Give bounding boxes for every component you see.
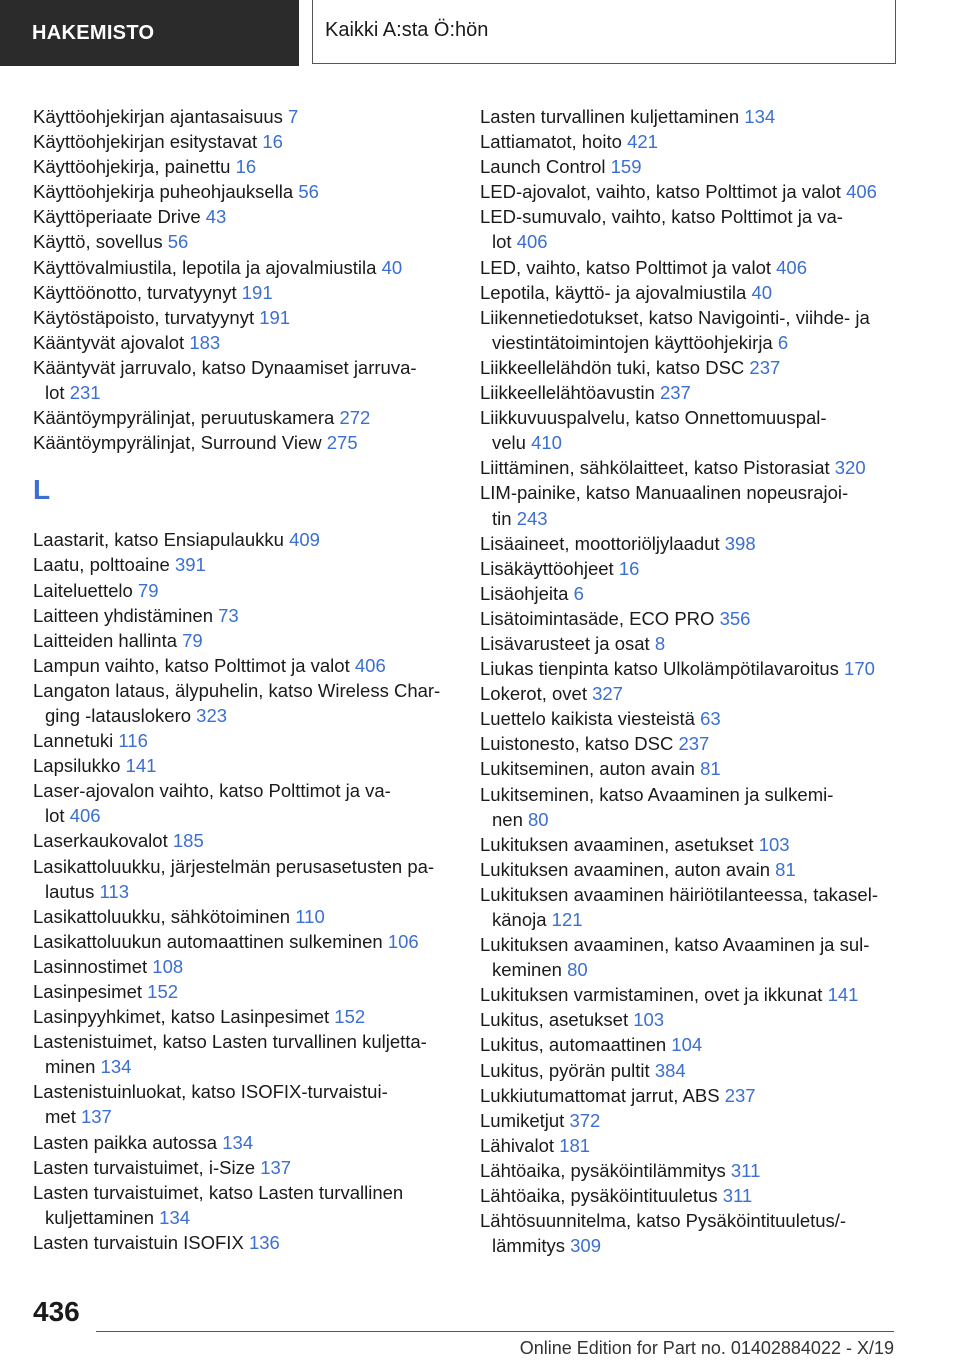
index-entry [33, 929, 463, 954]
page-reference-link[interactable]: 40 [381, 256, 403, 278]
index-entry [480, 1183, 920, 1208]
index-entry [480, 1158, 920, 1183]
entry-text: Kääntöympyrälinjat, peruutuskamera [33, 407, 335, 429]
entry-text: LED, vaihto, katso Polttimot ja valot [480, 256, 771, 278]
entry-text: Käyttöohjekirja puheohjauksella [33, 181, 294, 203]
entry-text: LED-ajovalot, vaihto, katso Polttimot ja valot [480, 181, 841, 203]
entry-text-continued: velu [492, 432, 526, 454]
page-reference-link[interactable]: 356 [719, 607, 751, 629]
entry-text: Lukituksen avaaminen häiriötilanteessa, takasel‐ [480, 883, 878, 905]
footer-divider [96, 1331, 894, 1332]
index-entry [33, 1155, 463, 1180]
page-reference-link[interactable]: 409 [289, 529, 320, 551]
index-entry [33, 552, 463, 577]
entry-text: Lepotila, käyttö- ja ajovalmiustila [480, 281, 747, 303]
entry-text-continued: känoja [492, 909, 547, 930]
page-reference-link[interactable]: 183 [189, 331, 221, 353]
page-reference-link[interactable]: 372 [569, 1109, 601, 1131]
entry-text-continued: met [45, 1106, 76, 1128]
entry-text: Lastenistuimet, katso Lasten turvallinen kuljetta‐ [33, 1031, 427, 1053]
entry-text: Käyttövalmiustila, lepotila ja ajovalmiustila [33, 256, 377, 278]
index-entry [33, 979, 463, 1004]
entry-text: Lukitseminen, katso Avaaminen ja sulkemi‐ [480, 783, 834, 805]
entry-text: Kääntyvät jarruvalo, katso Dynaamiset jarruva‐ [33, 356, 417, 378]
page-reference-link[interactable]: 237 [678, 733, 710, 755]
entry-text: Lasikattoluukku, sähkötoiminen [33, 905, 291, 927]
entry-text: Laatu, polttoaine [33, 554, 170, 576]
index-entry [480, 982, 920, 1007]
index-entry [480, 129, 920, 154]
entry-text: Lukitseminen, auton avain [480, 758, 695, 780]
index-entry [33, 430, 463, 455]
index-entry [480, 631, 920, 656]
page-reference-link[interactable]: 406 [69, 805, 101, 827]
index-entry [480, 1083, 920, 1108]
entry-text-continued: ging -latauslokero [45, 704, 192, 726]
page-reference-link[interactable]: 8 [654, 632, 666, 654]
entry-text: Lähtösuunnitelma, katso Pysäköintituuletus/‐ [480, 1210, 847, 1232]
entry-text-continued: kuljettaminen [45, 1206, 155, 1228]
index-entry [480, 756, 920, 781]
page-reference-link[interactable]: 134 [222, 1131, 254, 1153]
index-entry [480, 255, 920, 280]
entry-text: Kääntyvät ajovalot [33, 331, 185, 353]
page-reference-link[interactable]: 110 [295, 905, 325, 927]
index-entry [33, 1130, 463, 1155]
page-reference-link[interactable]: 108 [152, 955, 184, 977]
page-reference-link[interactable]: 137 [80, 1106, 112, 1128]
entry-text: Lannetuki [33, 730, 114, 752]
index-entry [33, 154, 463, 179]
entry-text: Lasten turvaistuimet, katso Lasten turvallinen [33, 1181, 404, 1203]
entry-text: Lapsilukko [33, 755, 121, 777]
index-entry [480, 932, 920, 982]
header-divider [299, 0, 312, 66]
index-entry [480, 455, 920, 480]
page-reference-link[interactable]: 159 [610, 156, 642, 178]
entry-text: Lastenistuinluokat, katso ISOFIX-turvaistui‐ [33, 1081, 388, 1103]
index-entry [480, 832, 920, 857]
page-number: 436 [33, 1296, 80, 1327]
page-reference-link[interactable]: 73 [218, 604, 239, 626]
page-reference-link[interactable]: 311 [730, 1159, 761, 1181]
index-entries-l [33, 527, 463, 1255]
index-entry [480, 531, 920, 556]
index-entries-l-continued [480, 104, 920, 1258]
entry-text: Lokerot, ovet [480, 683, 587, 705]
index-column-right [480, 104, 920, 1258]
entry-text: Lisätoimintasäde, ECO PRO [480, 607, 715, 629]
entry-text: Käyttöohjekirjan ajantasaisuus [33, 106, 283, 127]
page-reference-link[interactable]: 406 [846, 181, 877, 203]
entry-text: Langaton lataus, älypuhelin, katso Wireless Char‐ [33, 679, 441, 701]
page-reference-link[interactable]: 231 [69, 382, 101, 404]
page-reference-link[interactable]: 116 [118, 730, 148, 752]
entry-text: Lampun vaihto, katso Polttimot ja valot [33, 654, 350, 676]
entry-text-continued: lot [492, 231, 512, 253]
index-entry [480, 355, 920, 380]
section-title: Kaikki A:sta Ö:hön [312, 0, 896, 64]
entry-text: Lukkiutumattomat jarrut, ABS [480, 1084, 720, 1106]
entry-text: Käyttöperiaate Drive [33, 206, 201, 228]
entry-text-continued: lämmitys [492, 1235, 565, 1257]
index-entry [480, 280, 920, 305]
page-reference-link[interactable]: 406 [516, 231, 548, 253]
index-entry [480, 882, 920, 932]
entry-text: Lasinnostimet [33, 955, 148, 977]
page-reference-link[interactable]: 134 [159, 1206, 191, 1228]
entry-text: Laastarit, katso Ensiapulaukku [33, 529, 284, 551]
page-reference-link[interactable]: 141 [125, 755, 157, 777]
entry-text: Liukas tienpinta katso Ulkolämpötilavaroitus [480, 658, 839, 680]
entry-text: Luistonesto, katso DSC [480, 733, 674, 755]
index-entry [480, 581, 920, 606]
index-entry [33, 255, 463, 280]
page-reference-link[interactable]: 191 [241, 281, 273, 303]
entry-text: Lasinpyyhkimet, katso Lasinpesimet [33, 1006, 330, 1028]
index-entry [33, 1079, 463, 1129]
page-reference-link[interactable]: 81 [700, 758, 721, 780]
index-entry [33, 1230, 463, 1255]
page-reference-link[interactable]: 134 [100, 1056, 132, 1078]
entry-text-continued: lot [45, 805, 65, 827]
index-entry [480, 1108, 920, 1133]
page-reference-link[interactable]: 16 [618, 557, 640, 579]
page-reference-link[interactable]: 136 [248, 1231, 280, 1253]
index-entry [33, 628, 463, 653]
index-entry [480, 782, 920, 832]
index-entry [33, 129, 463, 154]
page-reference-link[interactable]: 63 [700, 708, 721, 730]
page-reference-link[interactable]: 103 [758, 833, 790, 855]
page-reference-link[interactable]: 323 [196, 704, 228, 726]
page-reference-link[interactable]: 40 [751, 281, 773, 303]
index-entry [480, 857, 920, 882]
entry-text: Lasten turvaistuin ISOFIX [33, 1231, 244, 1253]
page-reference-link[interactable]: 237 [724, 1084, 756, 1106]
page-reference-link[interactable]: 398 [724, 532, 756, 554]
index-entry [480, 305, 920, 355]
index-entry [33, 653, 463, 678]
page-reference-link[interactable]: 170 [844, 658, 875, 680]
page-reference-link[interactable]: 7 [288, 106, 299, 127]
page-reference-link[interactable]: 16 [235, 156, 257, 178]
index-entry [33, 204, 463, 229]
page-reference-link[interactable]: 79 [137, 579, 159, 601]
index-entry [33, 330, 463, 355]
page-header [0, 0, 960, 66]
entry-text: LIM-painike, katso Manuaalinen nopeusrajoi‐ [480, 482, 849, 504]
entry-text-continued: nen [492, 808, 523, 830]
entry-text: Liikkeellelähdön tuki, katso DSC [480, 356, 745, 378]
entry-text: Lisäaineet, moottoriöljylaadut [480, 532, 720, 554]
entry-text-continued: viestintätoimintojen käyttöohjekirja [492, 331, 773, 353]
index-entry [33, 355, 463, 405]
entry-text: Käytöstäpoisto, turvatyynyt [33, 306, 255, 328]
entry-text: Luettelo kaikista viesteistä [480, 708, 695, 730]
index-entry [33, 280, 463, 305]
index-entry [480, 179, 920, 204]
section-label: HAKEMISTO [0, 0, 299, 66]
page-reference-link[interactable]: 237 [659, 382, 691, 404]
index-entry [480, 556, 920, 581]
entry-text: Laser-ajovalon vaihto, katso Polttimot ja va‐ [33, 780, 391, 802]
index-entry [480, 606, 920, 631]
entry-text: Lähivalot [480, 1134, 555, 1156]
page-reference-link[interactable]: 275 [326, 432, 358, 454]
entry-text: Lisäkäyttöohjeet [480, 557, 614, 579]
entry-text: Laiteluettelo [33, 579, 133, 601]
page-reference-link[interactable]: 56 [167, 231, 189, 253]
index-entry [480, 1208, 920, 1258]
index-entry [33, 778, 463, 828]
page-reference-link[interactable]: 80 [567, 959, 588, 981]
index-entry [480, 706, 920, 731]
index-entry [33, 678, 463, 728]
page-reference-link[interactable]: 152 [334, 1006, 366, 1028]
entry-text: Lasten paikka autossa [33, 1131, 218, 1153]
page-reference-link[interactable]: 406 [776, 256, 808, 278]
entry-text: Liikennetiedotukset, katso Navigointi-, viihde- ja [480, 306, 870, 328]
index-entry [480, 1007, 920, 1032]
index-entry [33, 1029, 463, 1079]
page-reference-link[interactable]: 43 [205, 206, 227, 228]
index-entry [33, 603, 463, 628]
entry-text: Lasikattoluukun automaattinen sulkeminen [33, 930, 383, 952]
entry-text: Lukitus, pyörän pultit [480, 1059, 650, 1081]
entry-text: Kääntöympyrälinjat, Surround View [33, 432, 322, 454]
page-reference-link[interactable]: 309 [570, 1235, 601, 1257]
page-reference-link[interactable]: 185 [172, 830, 204, 852]
entry-text: Lasten turvaistuimet, i-Size [33, 1156, 256, 1178]
entry-text: Lisävarusteet ja osat [480, 632, 650, 654]
entry-text: Lukituksen varmistaminen, ovet ja ikkunat [480, 984, 823, 1006]
entry-text: Lasten turvallinen kuljettaminen [480, 106, 740, 127]
page-reference-link[interactable]: 181 [559, 1134, 591, 1156]
page-reference-link[interactable]: 327 [592, 683, 623, 705]
entry-text: Lukituksen avaaminen, katso Avaaminen ja sul‐ [480, 934, 870, 956]
index-entry [480, 681, 920, 706]
entry-text: Laserkaukovalot [33, 830, 168, 852]
entry-text: LED-sumuvalo, vaihto, katso Polttimot ja va‐ [480, 206, 843, 228]
entry-text: Käyttöohjekirja, painettu [33, 156, 231, 178]
entry-text: Käyttö, sovellus [33, 231, 163, 253]
entry-text: Lisäohjeita [480, 582, 569, 604]
entry-text: Lumiketjut [480, 1109, 565, 1131]
entry-text-continued: lautus [45, 880, 95, 902]
page-reference-link[interactable]: 406 [354, 654, 386, 676]
entry-text: Lukitus, automaattinen [480, 1034, 667, 1056]
index-entry [33, 405, 463, 430]
index-entry [33, 104, 463, 129]
index-entry [480, 380, 920, 405]
page-reference-link[interactable]: 134 [744, 106, 776, 127]
page-reference-link[interactable]: 106 [387, 930, 419, 952]
entry-text: Lasinpesimet [33, 981, 143, 1002]
index-entry [33, 578, 463, 603]
page-reference-link[interactable]: 121 [551, 909, 583, 930]
entry-text: Laitteen yhdistäminen [33, 604, 213, 626]
index-entry [33, 828, 463, 853]
entry-text: Lukituksen avaaminen, auton avain [480, 858, 771, 880]
index-entry [480, 1133, 920, 1158]
page-reference-link[interactable]: 410 [531, 432, 562, 454]
page-reference-link[interactable]: 391 [174, 554, 206, 576]
index-entry [33, 1004, 463, 1029]
page-reference-link[interactable]: 311 [722, 1185, 753, 1207]
index-entry [480, 1032, 920, 1057]
index-entry [480, 731, 920, 756]
page-reference-link[interactable]: 6 [777, 331, 789, 353]
index-entry [480, 405, 920, 455]
entry-text-continued: keminen [492, 959, 562, 981]
index-entry [480, 656, 920, 681]
index-column-left [33, 104, 463, 1255]
page-reference-link[interactable]: 6 [573, 582, 584, 604]
index-entry [33, 728, 463, 753]
page-reference-link[interactable]: 16 [262, 131, 283, 153]
index-entry [480, 104, 920, 129]
index-entry [33, 854, 463, 904]
index-entry [33, 527, 463, 552]
entry-text: Laitteiden hallinta [33, 629, 177, 651]
index-entry [480, 154, 920, 179]
page-reference-link[interactable]: 81 [775, 858, 796, 880]
page-reference-link[interactable]: 137 [260, 1156, 292, 1178]
entry-text: Liikkuvuuspalvelu, katso Onnettomuuspal‐ [480, 407, 827, 429]
entry-text: Lukitus, asetukset [480, 1009, 629, 1031]
index-entry [33, 904, 463, 929]
index-entry [480, 1058, 920, 1083]
entry-text: Liittäminen, sähkölaitteet, katso Pistorasiat [480, 457, 830, 479]
page-reference-link[interactable]: 103 [633, 1009, 665, 1031]
entry-text: Käyttöohjekirjan esitystavat [33, 131, 258, 153]
entry-text: Lukituksen avaaminen, asetukset [480, 833, 754, 855]
entry-text: Liikkeellelähtöavustin [480, 382, 655, 404]
index-entry [33, 1180, 463, 1230]
entry-text: Lattiamatot, hoito [480, 131, 622, 153]
letter-heading: L [33, 474, 51, 506]
page-reference-link[interactable]: 421 [627, 131, 658, 153]
page-reference-link[interactable]: 152 [147, 981, 179, 1002]
index-entry [33, 179, 463, 204]
entry-text-continued: tin [492, 507, 512, 529]
index-entry [33, 954, 463, 979]
page-reference-link[interactable]: 104 [671, 1034, 703, 1056]
entry-text: Lasikattoluukku, järjestelmän perusasetusten pa‐ [33, 855, 435, 877]
page-reference-link[interactable]: 80 [528, 808, 549, 830]
page-reference-link[interactable]: 320 [834, 457, 866, 479]
index-entry [480, 480, 920, 530]
page-reference-link[interactable]: 384 [654, 1059, 686, 1081]
entry-text: Käyttöönotto, turvatyynyt [33, 281, 237, 303]
page-reference-link[interactable]: 272 [339, 407, 371, 429]
index-entry [480, 204, 920, 254]
entry-text: Lähtöaika, pysäköintituuletus [480, 1185, 718, 1207]
entry-text-continued: lot [45, 382, 65, 404]
page-reference-link[interactable]: 141 [827, 984, 859, 1006]
entry-text: Launch Control [480, 156, 606, 178]
page-reference-link[interactable]: 237 [749, 356, 781, 378]
entry-text: Lähtöaika, pysäköintilämmitys [480, 1159, 726, 1181]
index-entry [33, 229, 463, 254]
index-entry [33, 305, 463, 330]
page-reference-link[interactable]: 56 [298, 181, 319, 203]
entry-text-continued: minen [45, 1056, 96, 1078]
page-reference-link[interactable]: 79 [182, 629, 203, 651]
index-entry [33, 753, 463, 778]
page-reference-link[interactable]: 113 [99, 880, 130, 902]
index-entries-k [33, 104, 463, 455]
footer-edition: Online Edition for Part no. 01402884022 - X/19 [519, 1338, 894, 1358]
page-reference-link[interactable]: 243 [516, 507, 548, 529]
page-reference-link[interactable]: 191 [259, 306, 291, 328]
